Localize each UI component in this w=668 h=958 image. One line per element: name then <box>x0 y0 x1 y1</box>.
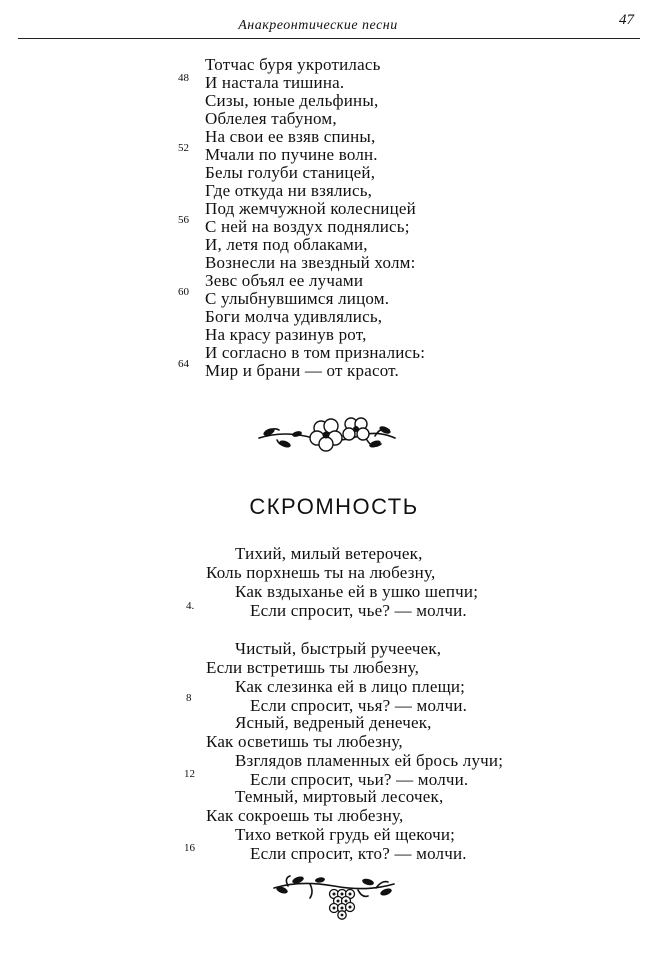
running-head <box>18 14 648 40</box>
verse-line: Как слезинка ей в лицо плещи; <box>235 677 466 696</box>
verse-line: На красу разинув рот, <box>205 325 367 344</box>
verse-line: Белы голуби станицей, <box>205 163 376 182</box>
verse-line: Сизы, юные дельфины, <box>205 91 379 110</box>
verse-line: Ясный, ведреный денечек, <box>235 713 432 732</box>
line-number: 64 <box>178 358 189 370</box>
verse-line: Зевс объял ее лучами <box>205 271 364 290</box>
verse-line: И настала тишина. <box>205 73 345 92</box>
verse-line: Если спросит, чьи? — молчи. <box>250 770 469 789</box>
grape-ornament <box>270 872 398 925</box>
line-number: 4. <box>186 600 195 612</box>
verse-line: С ней на воздух поднялись; <box>205 217 410 236</box>
verse-line: Чистый, быстрый ручеечек, <box>235 639 442 658</box>
running-title: Анакреонтические песни <box>238 18 398 33</box>
verse-line: Вознесли на звездный холм: <box>205 253 416 272</box>
verse-line: Темный, миртовый лесочек, <box>235 787 444 806</box>
line-number: 8 <box>186 692 192 704</box>
line-number: 56 <box>178 214 189 226</box>
verse-line: Боги молча удивлялись, <box>205 307 383 326</box>
verse-line: Если спросит, чье? — молчи. <box>250 601 467 620</box>
line-number: 60 <box>178 286 189 298</box>
page-number: 47 <box>619 12 634 28</box>
verse-line: Где откуда ни взялись, <box>205 181 373 200</box>
floral-ornament <box>255 412 400 463</box>
verse-line: Если встретишь ты любезну, <box>206 658 420 677</box>
line-number: 48 <box>178 72 189 84</box>
verse-line: И согласно в том признались: <box>205 343 426 362</box>
verse-line: Как осветишь ты любезну, <box>206 732 403 751</box>
verse-line: На свои ее взяв спины, <box>205 127 376 146</box>
verse-line: Облелея табуном, <box>205 109 337 128</box>
verse-line: Тихо веткой грудь ей щекочи; <box>235 825 456 844</box>
verse-line: Коль порхнешь ты на любезну, <box>206 563 436 582</box>
verse-line: И, летя под облаками, <box>205 235 368 254</box>
header-rule <box>18 38 640 39</box>
verse-line: Тотчас буря укротилась <box>205 55 381 74</box>
verse-line: Мир и брани — от красот. <box>205 361 399 380</box>
poem-title: СКРОМНОСТЬ <box>249 494 419 519</box>
verse-line: Как вздыханье ей в ушко шепчи; <box>235 582 479 601</box>
verse-line: Как сокроешь ты любезну, <box>206 806 404 825</box>
verse-line: Взглядов пламенных ей брось лучи; <box>235 751 504 770</box>
verse-line: Если спросит, кто? — молчи. <box>250 844 467 863</box>
verse-line: Если спросит, чья? — молчи. <box>250 696 468 715</box>
verse-line: Под жемчужной колесницей <box>205 199 416 218</box>
line-number: 52 <box>178 142 189 154</box>
verse-line: С улыбнувшимся лицом. <box>205 289 390 308</box>
line-number: 16 <box>184 842 195 854</box>
grape-vignette-icon <box>270 872 398 920</box>
line-number: 12 <box>184 768 195 780</box>
floral-vignette-icon <box>255 412 400 458</box>
verse-line: Мчали по пучине волн. <box>205 145 378 164</box>
verse-line: Тихий, милый ветерочек, <box>235 544 423 563</box>
